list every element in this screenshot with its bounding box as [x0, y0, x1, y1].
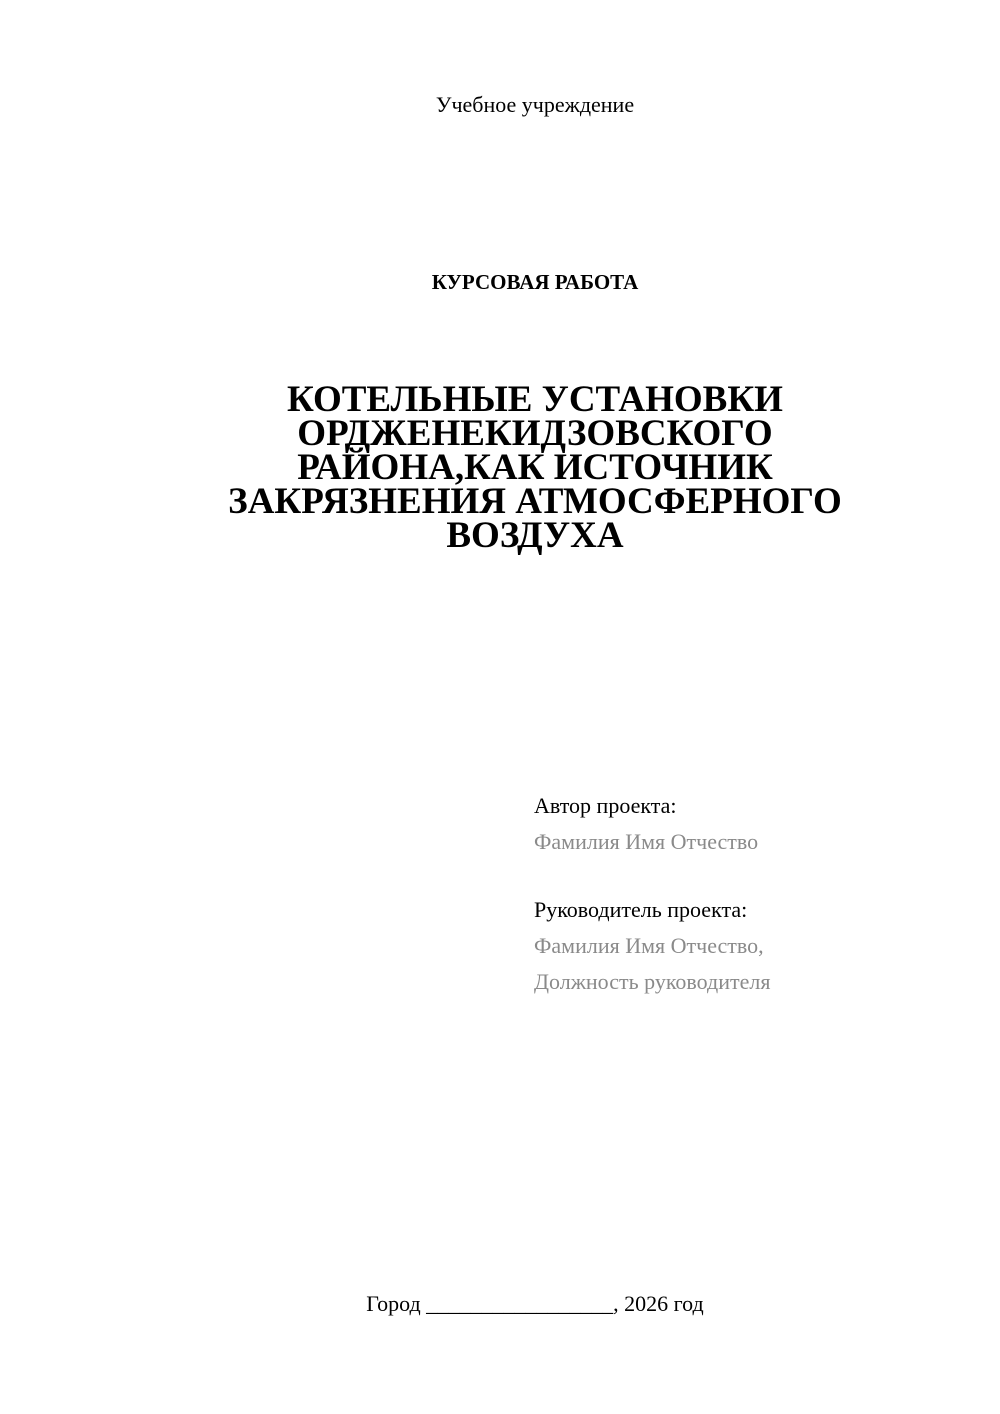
work-title — [150, 379, 920, 556]
title-line-1: КОТЕЛЬНЫЕ УСТАНОВКИ — [287, 379, 783, 420]
title-line-5: ВОЗДУХА — [446, 515, 624, 556]
supervisor-label: Руководитель проекта: — [534, 897, 748, 922]
city-year-footer: Город _________________, 2026 год — [366, 1291, 704, 1316]
signature-spacer — [534, 860, 974, 892]
title-line-2: ОРДЖЕНЕКИДЗОВСКОГО — [297, 413, 773, 454]
institution-name: Учебное учреждение — [435, 92, 635, 117]
author-label: Автор проекта: — [534, 793, 677, 818]
title-line-3: РАЙОНА,КАК ИСТОЧНИК — [297, 447, 773, 488]
supervisor-name: Фамилия Имя Отчество, — [534, 933, 764, 958]
supervisor-position: Должность руководителя — [534, 969, 771, 994]
title-line-4: ЗАКРЯЗНЕНИЯ АТМОСФЕРНОГО — [228, 481, 842, 522]
signature-block — [534, 788, 974, 1000]
author-name: Фамилия Имя Отчество — [534, 829, 759, 854]
work-type-heading: КУРСОВАЯ РАБОТА — [431, 270, 639, 294]
